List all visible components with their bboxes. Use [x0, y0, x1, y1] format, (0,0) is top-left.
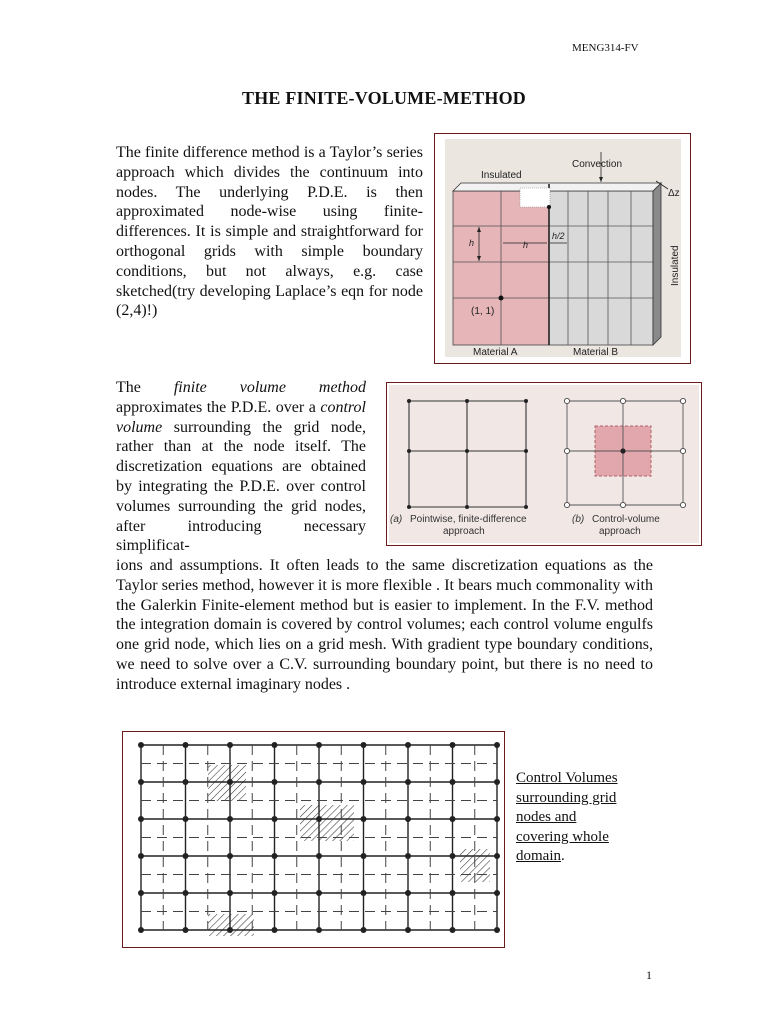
p2-pre: The — [116, 379, 174, 396]
mesh-node — [450, 816, 456, 822]
mesh-node — [183, 816, 189, 822]
mesh-node — [450, 927, 456, 933]
mesh-node — [272, 853, 278, 859]
mesh-node — [183, 853, 189, 859]
mesh-node — [138, 779, 144, 785]
pointwise-vs-cv-svg — [387, 383, 701, 545]
mesh-node — [405, 927, 411, 933]
mesh-node — [494, 779, 500, 785]
mesh-node — [272, 890, 278, 896]
mesh-node — [227, 890, 233, 896]
mesh-node — [316, 742, 322, 748]
mesh-node — [450, 853, 456, 859]
caption-line3: nodes and — [516, 809, 577, 826]
mesh-node — [272, 927, 278, 933]
header-code: MENG314-FV — [572, 42, 639, 54]
control-volume-mesh-svg — [123, 732, 504, 947]
page-title: THE FINITE-VOLUME-METHOD — [242, 88, 526, 108]
mesh-node — [227, 779, 233, 785]
mesh-node — [361, 742, 367, 748]
material-b-label: Material B — [573, 347, 619, 358]
mesh-node — [183, 779, 189, 785]
h-half-label: h/2 — [552, 231, 565, 241]
dz-label: Δz — [668, 188, 680, 199]
mesh-node — [183, 927, 189, 933]
caption-line4: covering whole — [516, 828, 609, 845]
a-caption-2: approach — [443, 526, 485, 537]
mesh-node — [494, 890, 500, 896]
mesh-node — [183, 742, 189, 748]
control-volume-mesh-figure — [122, 731, 505, 948]
h-vertical-label: h — [469, 238, 475, 248]
mesh-node — [494, 927, 500, 933]
mesh-node — [494, 816, 500, 822]
mesh-node — [316, 853, 322, 859]
mesh-node — [405, 853, 411, 859]
insulated-top-label: Insulated — [481, 170, 522, 181]
material-a-label: Material A — [473, 347, 518, 358]
mesh-node — [138, 853, 144, 859]
mesh-node — [138, 816, 144, 822]
mesh-node — [405, 742, 411, 748]
caption-line5: domain — [516, 848, 561, 865]
mesh-node — [227, 742, 233, 748]
node-label: (1, 1) — [471, 306, 495, 317]
hatched-control-volumes — [208, 765, 490, 936]
continuation-paragraph: ions and assumptions. It often leads to the same discretization equations as the Taylor series method, however it is more flexible . It bears much commonality with the Galerkin Finite-element method but is easier to implement. In the F.V. method the integration domain is covered by control volumes; each control volume engulfs one grid node, which lies on a grid mesh. With gradient type boundary conditions, we need to solve over a C.V. surrounding boundary point, but there is no need to introduce external imaginary nodes . — [116, 557, 653, 693]
h-horizontal-label: h — [523, 240, 529, 250]
mesh-node — [227, 853, 233, 859]
mesh-node — [227, 816, 233, 822]
p2-mid: approximates the P.D.E. over a — [116, 398, 321, 416]
mesh-node — [227, 927, 233, 933]
b-caption-2: approach — [599, 526, 641, 537]
caption-period: . — [561, 848, 565, 865]
mesh-node — [494, 742, 500, 748]
mesh-node — [361, 890, 367, 896]
mesh-node — [138, 890, 144, 896]
fv-term: finite volume method — [173, 379, 367, 396]
cv-term: control volume — [116, 398, 366, 436]
insulated-side-label: Insulated — [670, 245, 681, 286]
composite-slab-svg — [435, 134, 690, 363]
mesh-node — [361, 853, 367, 859]
mesh-node — [138, 742, 144, 748]
mesh-node — [316, 816, 322, 822]
p2-post: surrounding the grid node, rather than at the node itself. The discretization equations are obtained by integrating the P.D.E. over control volumes surrounding the grid nodes, after introducing necessary simplificat- — [116, 418, 366, 555]
b-caption-1: Control-volume — [592, 514, 660, 525]
b-label: (b) — [572, 514, 585, 525]
caption-line2: surrounding grid — [516, 789, 617, 806]
mesh-node — [405, 890, 411, 896]
mesh-node — [405, 816, 411, 822]
mesh-caption — [516, 769, 656, 867]
pointwise-vs-cv-figure — [386, 382, 702, 546]
a-label: (a) — [390, 514, 403, 525]
convection-label: Convection — [572, 159, 623, 170]
mesh-node — [405, 779, 411, 785]
mesh-node — [316, 890, 322, 896]
mesh-node — [272, 742, 278, 748]
composite-slab-figure — [434, 133, 691, 364]
a-caption-1: Pointwise, finite-difference — [410, 514, 527, 525]
mesh-node — [450, 890, 456, 896]
mesh-node — [361, 816, 367, 822]
intro-paragraph: The finite difference method is a Taylor’s series approach which divides the continuum into nodes. The underlying P.D.E. is then approximated node-wise using finite-differences. It is simple and straightforward for orthogonal grids with simple boundary conditions, but not always, e.g. case sketched(try developing Laplace’s eqn for node (2,4)!) — [116, 144, 423, 320]
mesh-node — [272, 816, 278, 822]
finite-volume-paragraph — [116, 378, 366, 556]
mesh-node — [450, 742, 456, 748]
mesh-node — [450, 779, 456, 785]
mesh-node — [361, 927, 367, 933]
mesh-node — [138, 927, 144, 933]
mesh-node — [494, 853, 500, 859]
caption-line1: Control Volumes — [516, 770, 618, 786]
mesh-node — [361, 779, 367, 785]
mesh-node — [272, 779, 278, 785]
mesh-node — [316, 927, 322, 933]
mesh-node — [316, 779, 322, 785]
mesh-node — [183, 890, 189, 896]
page-number: 1 — [646, 968, 652, 982]
